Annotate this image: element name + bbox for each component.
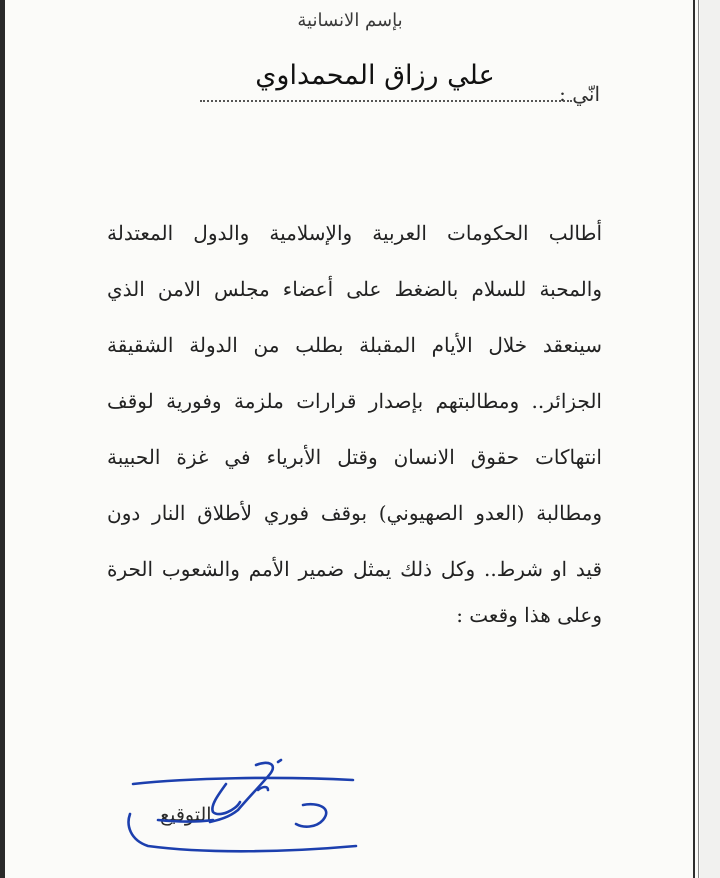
signature-label: التوقيع <box>160 804 212 826</box>
page-border-right <box>693 0 695 878</box>
body-line: قيد او شرط.. وكل ذلك يمثل ضمير الأمم والشعوب الحرة <box>107 557 602 581</box>
closing-line: وعلى هذا وقعت : <box>456 603 602 627</box>
body-line: ومطالبة (العدو الصهيوني) بوقف فوري لأطلاق النار دون <box>107 501 602 525</box>
body-line: أطالب الحكومات العربية والإسلامية والدول المعتدلة <box>107 221 602 245</box>
body-line: انتهاكات حقوق الانسان وقتل الأبرياء في غزة الحبيبة <box>107 445 602 469</box>
body-text <box>107 205 602 597</box>
body-line: سينعقد خلال الأيام المقبلة بطلب من الدولة الشقيقة <box>107 333 602 357</box>
page-border-left <box>0 0 5 878</box>
document-header: بإسم الانسانية <box>297 10 403 31</box>
page-border-right-outer <box>698 0 699 878</box>
name-value: علي رزاق المحمداوي <box>255 60 495 91</box>
body-line: الجزائر.. ومطالبتهم بإصدار قرارات ملزمة وفورية لوقف <box>107 389 602 413</box>
name-label: انّي : <box>559 82 600 106</box>
handwritten-signature <box>118 740 368 860</box>
body-line: والمحبة للسلام بالضغط على أعضاء مجلس الامن الذي <box>107 277 602 301</box>
name-dotted-line <box>200 100 572 102</box>
